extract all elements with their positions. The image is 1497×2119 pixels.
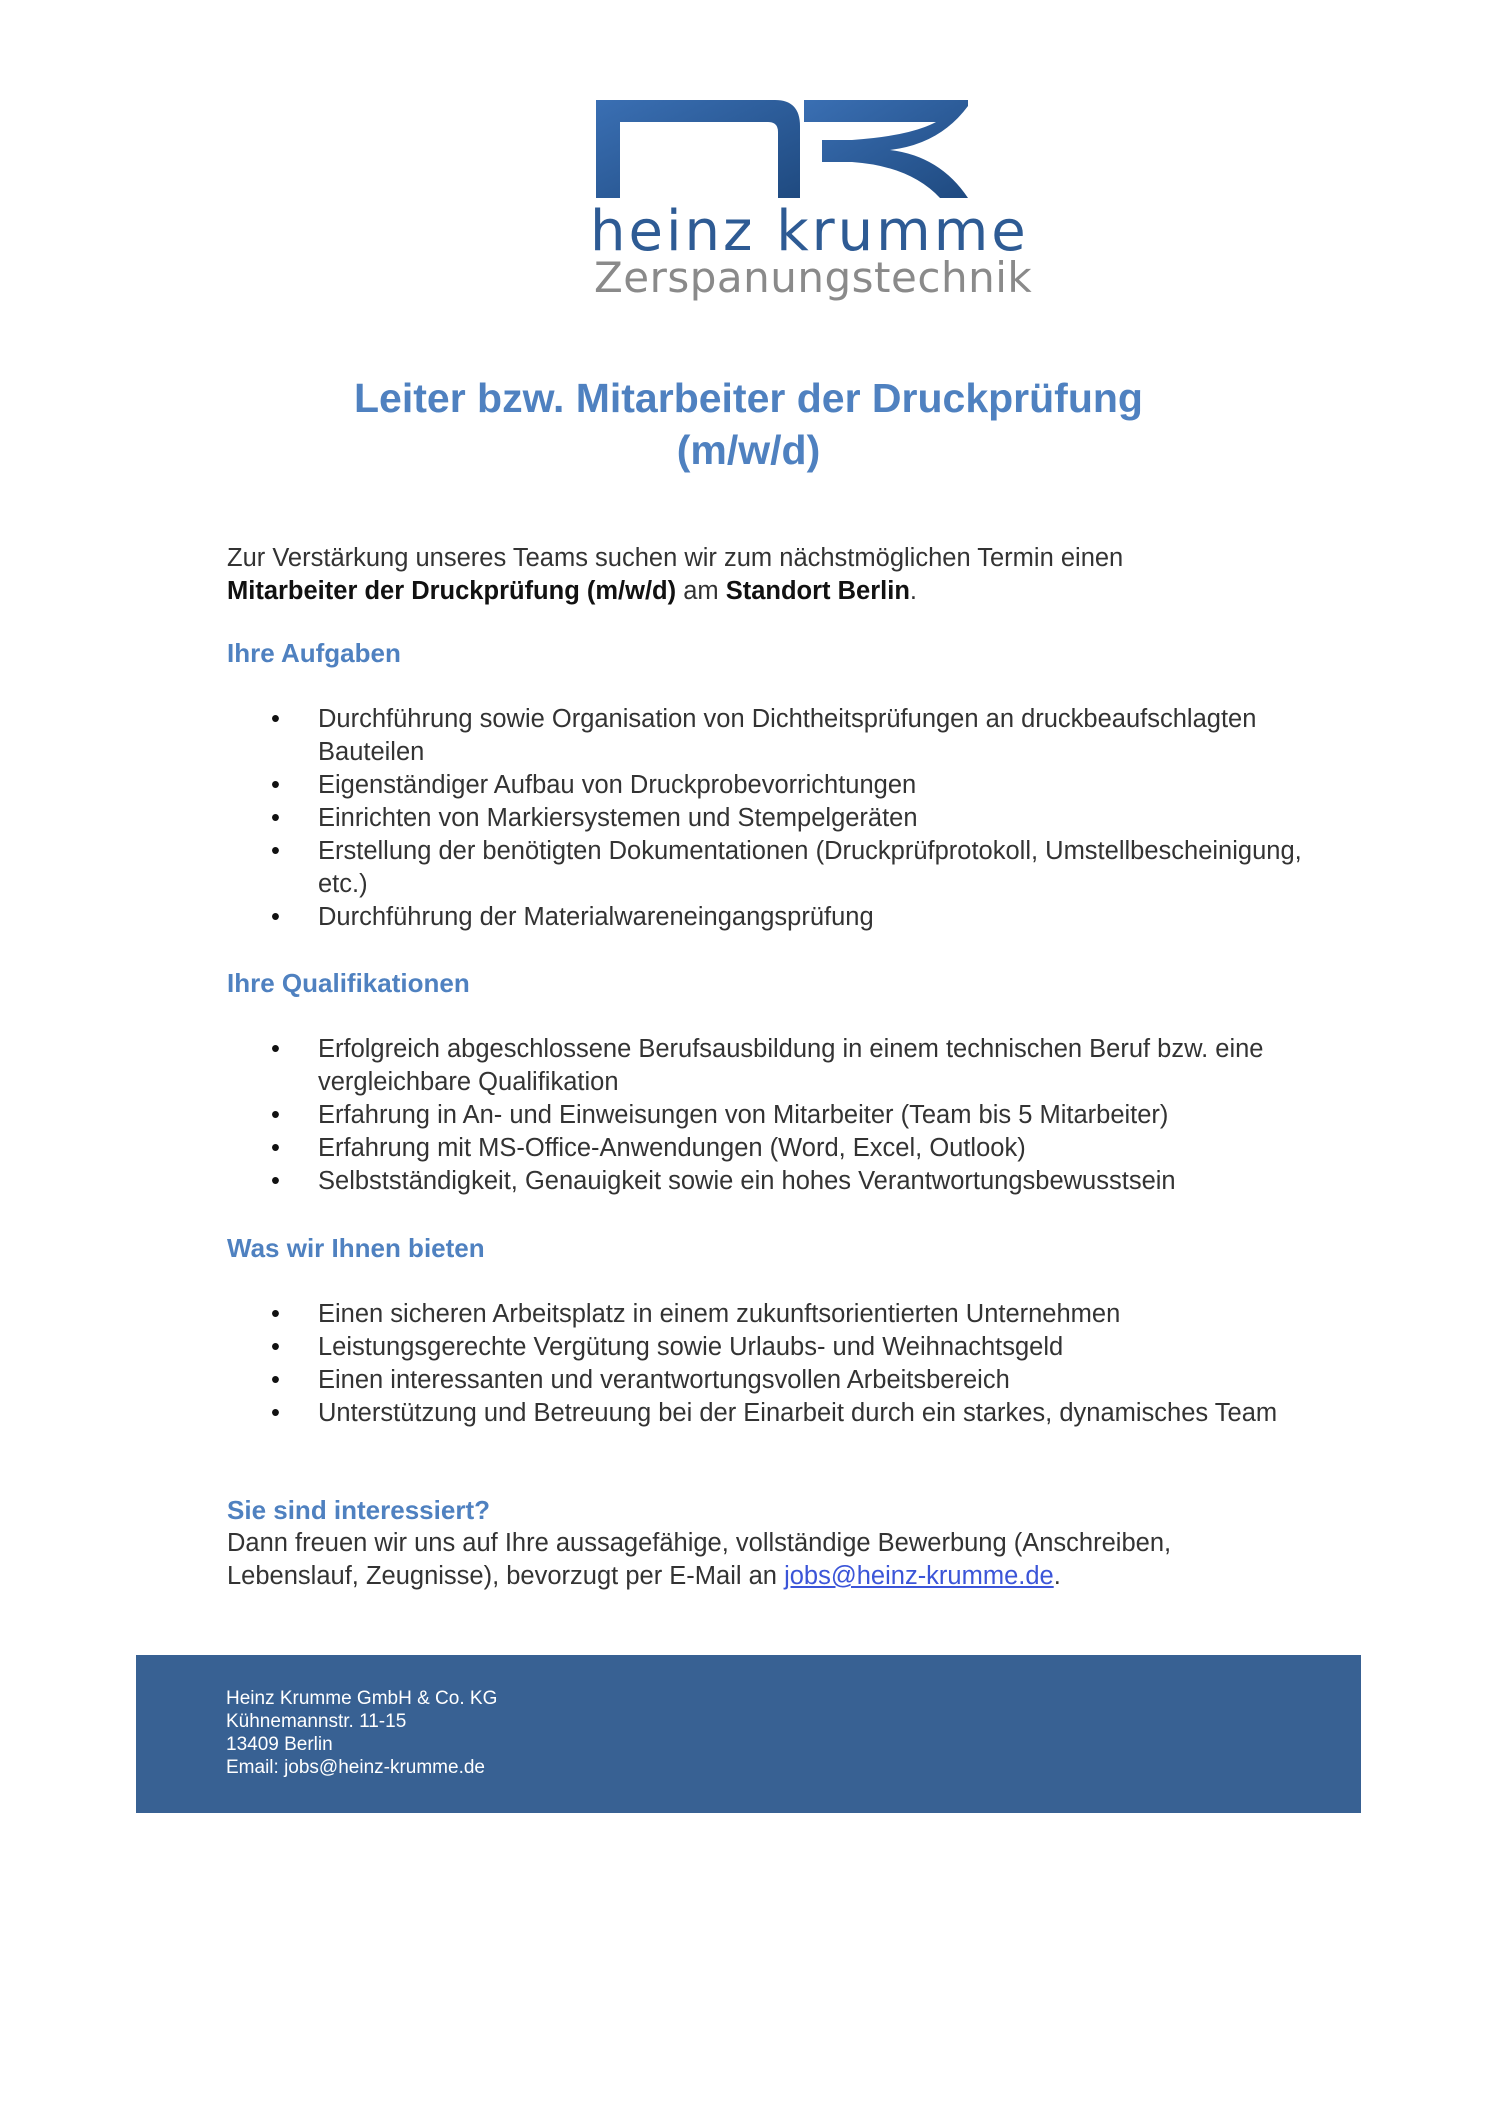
list-item: • Einen interessanten und verantwortungsvollen Arbeitsbereich	[227, 1364, 1307, 1397]
list-item: • Leistungsgerechte Vergütung sowie Urlaubs- und Weihnachtsgeld	[227, 1331, 1307, 1364]
intro-bold-position: Mitarbeiter der Druckprüfung (m/w/d)	[227, 577, 677, 605]
qualifications-list	[227, 1033, 1307, 1198]
list-item: • Einen sicheren Arbeitsplatz in einem zukunftsorientierten Unternehmen	[227, 1298, 1307, 1331]
tasks-list	[227, 703, 1307, 934]
logo-company-name: heinz krumme	[590, 199, 1029, 264]
intro-text-2: am	[676, 577, 726, 605]
intro-text-3: .	[909, 577, 917, 605]
offer-list	[227, 1298, 1307, 1430]
section-heading-interested: Sie sind interessiert?	[227, 1495, 490, 1525]
footer-company: Heinz Krumme GmbH & Co. KG	[226, 1688, 498, 1709]
list-item: • Eigenständiger Aufbau von Druckprobevorrichtungen	[227, 769, 1307, 802]
footer-city: 13409 Berlin	[226, 1734, 333, 1755]
list-item: • Durchführung sowie Organisation von Dichtheitsprüfungen an druckbeaufschlagten Bauteilen	[227, 703, 1307, 769]
list-item: • Erfolgreich abgeschlossene Berufsausbildung in einem technischen Beruf bzw. eine vergleichbare Qualifikation	[227, 1033, 1307, 1099]
email-link[interactable]: jobs@heinz-krumme.de	[784, 1562, 1054, 1590]
list-item: • Einrichten von Markiersystemen und Stempelgeräten	[227, 802, 1307, 835]
logo-mark-icon	[590, 92, 980, 202]
closing-text-end: .	[1053, 1562, 1061, 1590]
job-title-line2: (m/w/d)	[676, 427, 821, 473]
intro-paragraph	[227, 542, 1307, 608]
job-title-line1: Leiter bzw. Mitarbeiter der Druckprüfung	[354, 375, 1143, 421]
footer-street: Kühnemannstr. 11-15	[226, 1711, 407, 1732]
list-item: • Erfahrung mit MS-Office-Anwendungen (Word, Excel, Outlook)	[227, 1132, 1307, 1165]
list-item: • Selbstständigkeit, Genauigkeit sowie ein hohes Verantwortungsbewusstsein	[227, 1165, 1307, 1198]
list-item: • Erfahrung in An- und Einweisungen von Mitarbeiter (Team bis 5 Mitarbeiter)	[227, 1099, 1307, 1132]
section-heading-offer: Was wir Ihnen bieten	[227, 1233, 485, 1263]
logo-subtitle: Zerspanungstechnik	[594, 253, 1033, 302]
company-logo	[590, 92, 1033, 307]
job-title	[150, 372, 1347, 476]
list-item: • Unterstützung und Betreuung bei der Einarbeit durch ein starkes, dynamisches Team	[227, 1397, 1307, 1430]
footer-email: Email: jobs@heinz-krumme.de	[226, 1757, 485, 1778]
list-item: • Erstellung der benötigten Dokumentationen (Druckprüfprotokoll, Umstellbescheinigung, etc.)	[227, 835, 1307, 901]
section-heading-qualifications: Ihre Qualifikationen	[227, 968, 470, 998]
footer-address	[226, 1687, 497, 1779]
section-heading-tasks: Ihre Aufgaben	[227, 638, 401, 668]
intro-text-1: Zur Verstärkung unseres Teams suchen wir zum nächstmöglichen Termin einen	[227, 544, 1124, 572]
intro-bold-location: Standort Berlin	[725, 577, 910, 605]
closing-paragraph	[227, 1527, 1307, 1593]
closing-text: Dann freuen wir uns auf Ihre aussagefähige, vollständige Bewerbung (Anschreiben, Lebenslauf, Zeugnisse), bevorzugt per E-Mail an	[227, 1529, 1172, 1590]
list-item: • Durchführung der Materialwareneingangsprüfung	[227, 901, 1307, 934]
footer-banner	[136, 1655, 1361, 1813]
